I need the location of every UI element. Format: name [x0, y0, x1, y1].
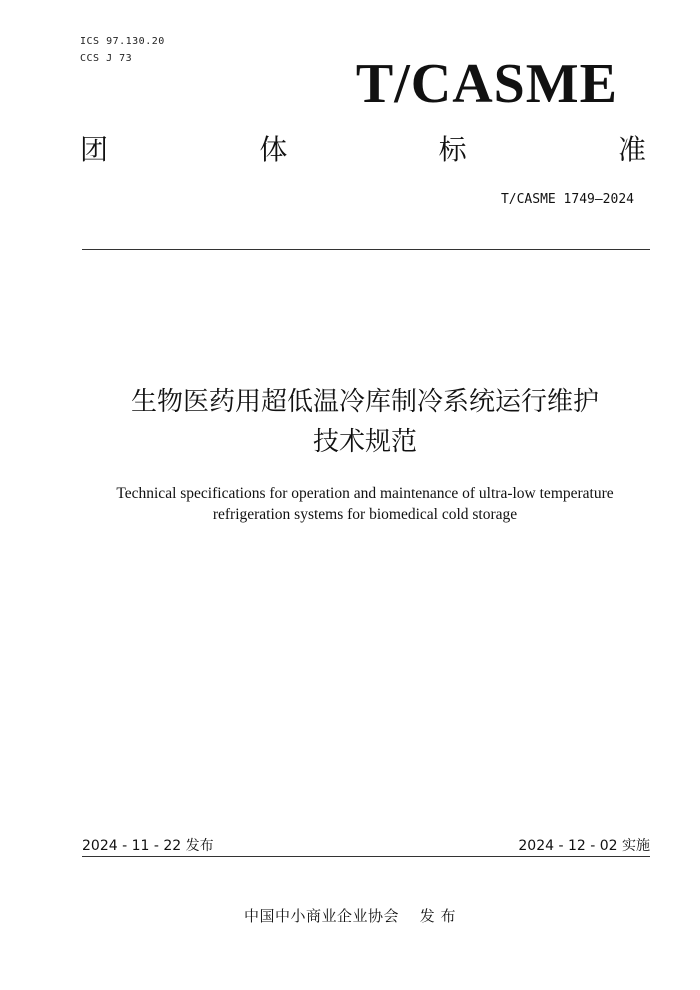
english-title-line: refrigeration systems for biomedical cold storage: [212, 506, 518, 523]
chinese-title-line: 生物医药用超低温冷库制冷系统运行维护: [130, 387, 599, 417]
ccs-code: CCS J 73: [80, 53, 133, 64]
top-divider: [82, 249, 650, 250]
chinese-title-line: 技术规范: [312, 427, 417, 457]
chinese-title: [60, 382, 670, 462]
publisher: 中国中小商业企业协会 发 布: [243, 907, 457, 925]
english-title-line: Technical specifications for operation and maintenance of ultra-low temperature: [116, 485, 614, 502]
implementation-date: 2024 - 12 - 02 实施: [518, 838, 650, 854]
standard-type-heading: [80, 133, 646, 166]
organization-logo-text: T/CASME: [355, 53, 618, 115]
issue-date: 2024 - 11 - 22 发布: [82, 838, 214, 854]
english-title: [60, 483, 670, 525]
bottom-divider: [82, 856, 650, 857]
standard-type-char: 准: [617, 133, 646, 166]
ics-code: ICS 97.130.20: [80, 36, 165, 47]
standard-type-char: 标: [438, 133, 467, 166]
standard-number: T/CASME 1749—2024: [500, 192, 634, 207]
standard-type-char: 团: [80, 133, 109, 166]
standard-type-char: 体: [259, 133, 288, 166]
